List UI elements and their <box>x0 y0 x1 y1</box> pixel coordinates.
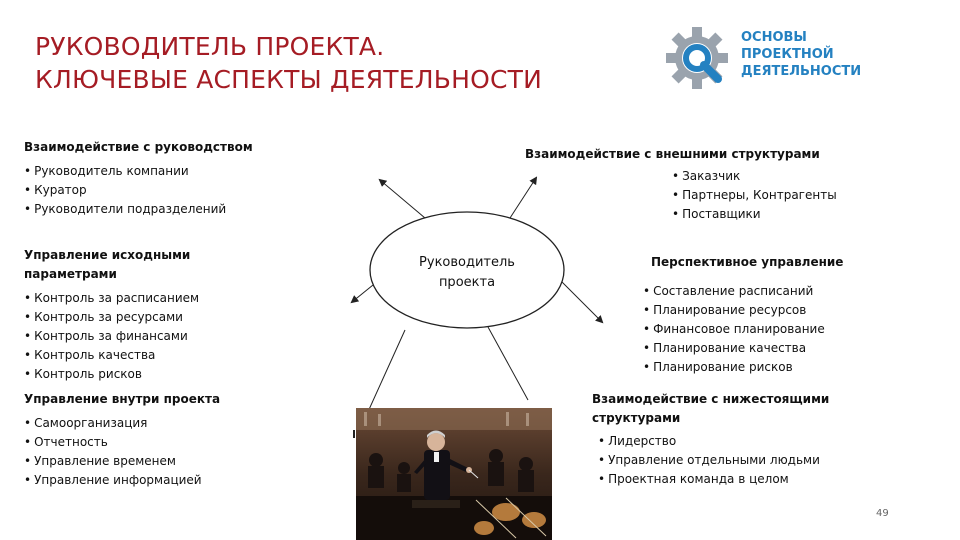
connector-tick <box>353 430 355 438</box>
list-item: • Контроль качества <box>24 346 224 365</box>
conductor-photo-illustration <box>356 408 552 540</box>
list-item: • Планирование ресурсов <box>643 301 825 320</box>
block-subordinate-heading: Взаимодействие с нижестоящими структурами <box>592 392 830 425</box>
list-item: • Управление отдельными людьми <box>598 451 820 470</box>
block-management <box>24 138 253 219</box>
list-item: • Планирование рисков <box>643 358 825 377</box>
block-perspective <box>643 282 825 377</box>
block-parameters-heading: Управление исходными параметрами <box>24 248 191 281</box>
block-internal-heading: Управление внутри проекта <box>24 392 221 406</box>
list-item: • Проектная команда в целом <box>598 470 820 489</box>
block-subordinate <box>592 390 842 433</box>
block-perspective-heading-wrap <box>651 253 843 277</box>
slide-title-line-1: РУКОВОДИТЕЛЬ ПРОЕКТА. <box>35 32 385 61</box>
logo-line-1: ОСНОВЫ <box>741 30 807 45</box>
block-external <box>525 145 820 169</box>
conductor-photo <box>356 408 552 540</box>
list-item: • Самоорганизация <box>24 414 220 433</box>
list-item: • Управление временем <box>24 452 220 471</box>
slide-title-line-2: КЛЮЧЕВЫЕ АСПЕКТЫ ДЕЯТЕЛЬНОСТИ <box>35 65 543 94</box>
arrow-to-parameters <box>352 285 373 302</box>
block-management-heading: Взаимодействие с руководством <box>24 140 253 154</box>
block-perspective-heading: Перспективное управление <box>651 255 844 269</box>
block-subordinate-list <box>598 432 820 489</box>
list-item: • Финансовое планирование <box>643 320 825 339</box>
list-item: • Отчетность <box>24 433 220 452</box>
arrow-to-perspective <box>562 282 602 322</box>
block-internal <box>24 390 220 490</box>
logo-line-3: ДЕЯТЕЛЬНОСТИ <box>741 64 862 79</box>
arrow-to-management <box>380 180 425 218</box>
list-item: • Куратор <box>24 181 253 200</box>
list-item: • Контроль рисков <box>24 365 224 384</box>
arrow-to-external <box>510 178 536 218</box>
arrow-to-subordinate <box>488 327 528 400</box>
list-item: • Контроль за расписанием <box>24 289 224 308</box>
block-external-list <box>672 167 837 224</box>
list-item: • Руководители подразделений <box>24 200 253 219</box>
list-item: • Контроль за финансами <box>24 327 224 346</box>
list-item: • Планирование качества <box>643 339 825 358</box>
list-item: • Руководитель компании <box>24 162 253 181</box>
list-item: • Поставщики <box>672 205 837 224</box>
list-item: • Контроль за ресурсами <box>24 308 224 327</box>
center-label <box>372 253 562 293</box>
center-label-line-1: Руководитель <box>419 255 515 270</box>
center-label-line-2: проекта <box>438 275 496 290</box>
block-external-heading: Взаимодействие с внешними структурами <box>525 147 820 161</box>
list-item: • Управление информацией <box>24 471 220 490</box>
page-number: 49 <box>876 508 889 519</box>
list-item: • Партнеры, Контрагенты <box>672 186 837 205</box>
logo-line-2: ПРОЕКТНОЙ <box>741 47 834 62</box>
block-parameters <box>24 246 224 384</box>
list-item: • Заказчик <box>672 167 837 186</box>
list-item: • Лидерство <box>598 432 820 451</box>
list-item: • Составление расписаний <box>643 282 825 301</box>
